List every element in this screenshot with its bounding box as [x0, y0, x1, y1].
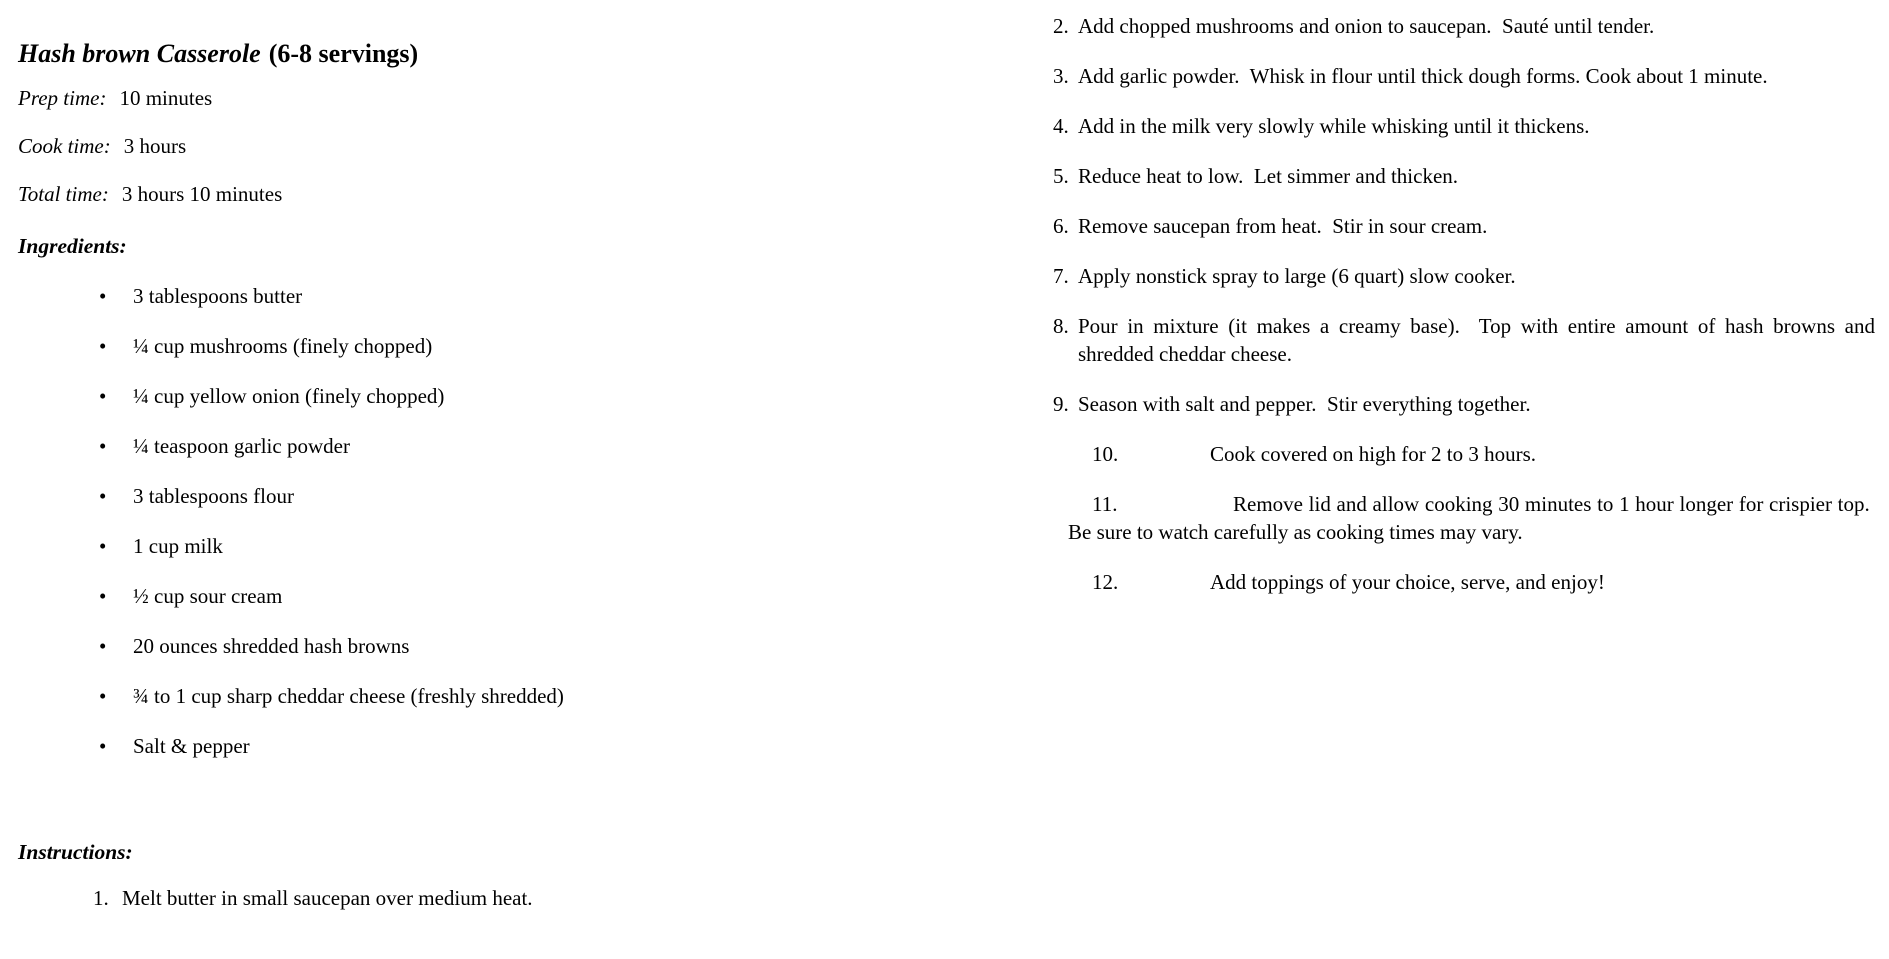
step-number: 2.: [1053, 14, 1069, 38]
instruction-step: [1053, 262, 1875, 290]
meta-value: 10 minutes: [119, 86, 213, 110]
meta-label: Prep time:: [18, 86, 107, 110]
ingredient-item: [18, 282, 848, 310]
instruction-step: [1068, 490, 1875, 546]
ingredient-item: [18, 632, 848, 660]
right-column: [1053, 0, 1875, 618]
instruction-step: [1068, 440, 1875, 468]
instruction-step: [1053, 162, 1875, 190]
meta-label: Total time:: [18, 182, 109, 206]
ingredient-item: [18, 332, 848, 360]
recipe-servings: (6-8 servings): [268, 39, 419, 68]
ingredient-text: 20 ounces shredded hash browns: [133, 634, 410, 658]
instruction-step: [1053, 312, 1875, 368]
instruction-step: [1053, 62, 1875, 90]
step-number: 3.: [1053, 64, 1069, 88]
step-number: 12.: [1092, 570, 1119, 594]
bullet-icon: •: [99, 484, 107, 508]
step-text: Remove lid and allow cooking 30 minutes to 1 hour longer for crispier top. Be sure to watch carefully as cooking times may vary.: [1068, 492, 1875, 544]
recipe-title: [18, 34, 848, 74]
step-text: Remove saucepan from heat. Stir in sour cream.: [1078, 214, 1488, 238]
ingredients-list: [18, 282, 848, 760]
ingredient-text: 1 cup milk: [133, 534, 223, 558]
step-text: Cook covered on high for 2 to 3 hours.: [1210, 442, 1537, 466]
meta-row: [18, 180, 848, 208]
instruction-step: [1053, 390, 1875, 418]
ingredient-item: [18, 482, 848, 510]
bullet-icon: •: [99, 534, 107, 558]
bullet-icon: •: [99, 434, 107, 458]
ingredient-item: [18, 682, 848, 710]
step-text: Season with salt and pepper. Stir everything together.: [1078, 392, 1531, 416]
bullet-icon: •: [99, 584, 107, 608]
ingredient-text: ¼ cup mushrooms (finely chopped): [133, 334, 433, 358]
ingredient-text: ¾ to 1 cup sharp cheddar cheese (freshly shredded): [133, 684, 564, 708]
left-column: [18, 0, 848, 912]
bullet-icon: •: [99, 734, 107, 758]
ingredient-text: 3 tablespoons flour: [133, 484, 294, 508]
step-number: 7.: [1053, 264, 1069, 288]
ingredient-text: Salt & pepper: [133, 734, 250, 758]
meta-label: Cook time:: [18, 134, 111, 158]
step-number: 5.: [1053, 164, 1069, 188]
ingredient-text: ½ cup sour cream: [133, 584, 283, 608]
ingredient-item: [18, 382, 848, 410]
bullet-icon: •: [99, 334, 107, 358]
step-number: 4.: [1053, 114, 1069, 138]
ingredient-item: [18, 532, 848, 560]
recipe-title-text: Hash brown Casserole: [18, 39, 261, 68]
step-text: Add in the milk very slowly while whisking until it thickens.: [1078, 114, 1590, 138]
step-number: 11.: [1092, 492, 1118, 516]
bullet-icon: •: [99, 284, 107, 308]
step-text: Apply nonstick spray to large (6 quart) slow cooker.: [1078, 264, 1516, 288]
bullet-icon: •: [99, 634, 107, 658]
ingredient-text: 3 tablespoons butter: [133, 284, 303, 308]
ingredient-text: ¼ cup yellow onion (finely chopped): [133, 384, 445, 408]
ingredient-text: ¼ teaspoon garlic powder: [133, 434, 350, 458]
step-number: 6.: [1053, 214, 1069, 238]
step-number: 9.: [1053, 392, 1069, 416]
meta-row: [18, 84, 848, 112]
step-text: Reduce heat to low. Let simmer and thicken.: [1078, 164, 1459, 188]
instruction-step: [1053, 12, 1875, 40]
step-number: 8.: [1053, 314, 1069, 338]
ingredients-heading: Ingredients:: [18, 234, 127, 258]
step-number: 10.: [1092, 442, 1119, 466]
step-text: Add garlic powder. Whisk in flour until thick dough forms. Cook about 1 minute.: [1078, 64, 1768, 88]
instruction-step: [1068, 568, 1875, 596]
tab-spacer: [1130, 510, 1233, 511]
step-text: Melt butter in small saucepan over medium heat.: [122, 886, 533, 910]
step-number: 1.: [93, 886, 109, 910]
instruction-step: [1053, 212, 1875, 240]
bullet-icon: •: [99, 684, 107, 708]
tab-spacer: [1130, 460, 1210, 461]
tab-spacer: [1130, 588, 1210, 589]
instruction-step: [18, 884, 848, 912]
ingredient-item: [18, 582, 848, 610]
ingredient-item: [18, 732, 848, 760]
meta-value: 3 hours: [123, 134, 187, 158]
meta-value: 3 hours 10 minutes: [121, 182, 283, 206]
instructions-heading: Instructions:: [18, 840, 133, 864]
step-text: Add chopped mushrooms and onion to saucepan. Sauté until tender.: [1078, 14, 1655, 38]
ingredient-item: [18, 432, 848, 460]
instruction-step: [1053, 112, 1875, 140]
step-text: Pour in mixture (it makes a creamy base). Top with entire amount of hash browns and shredded cheddar cheese.: [1078, 314, 1875, 366]
meta-row: [18, 132, 848, 160]
step-text: Add toppings of your choice, serve, and enjoy!: [1210, 570, 1605, 594]
bullet-icon: •: [99, 384, 107, 408]
